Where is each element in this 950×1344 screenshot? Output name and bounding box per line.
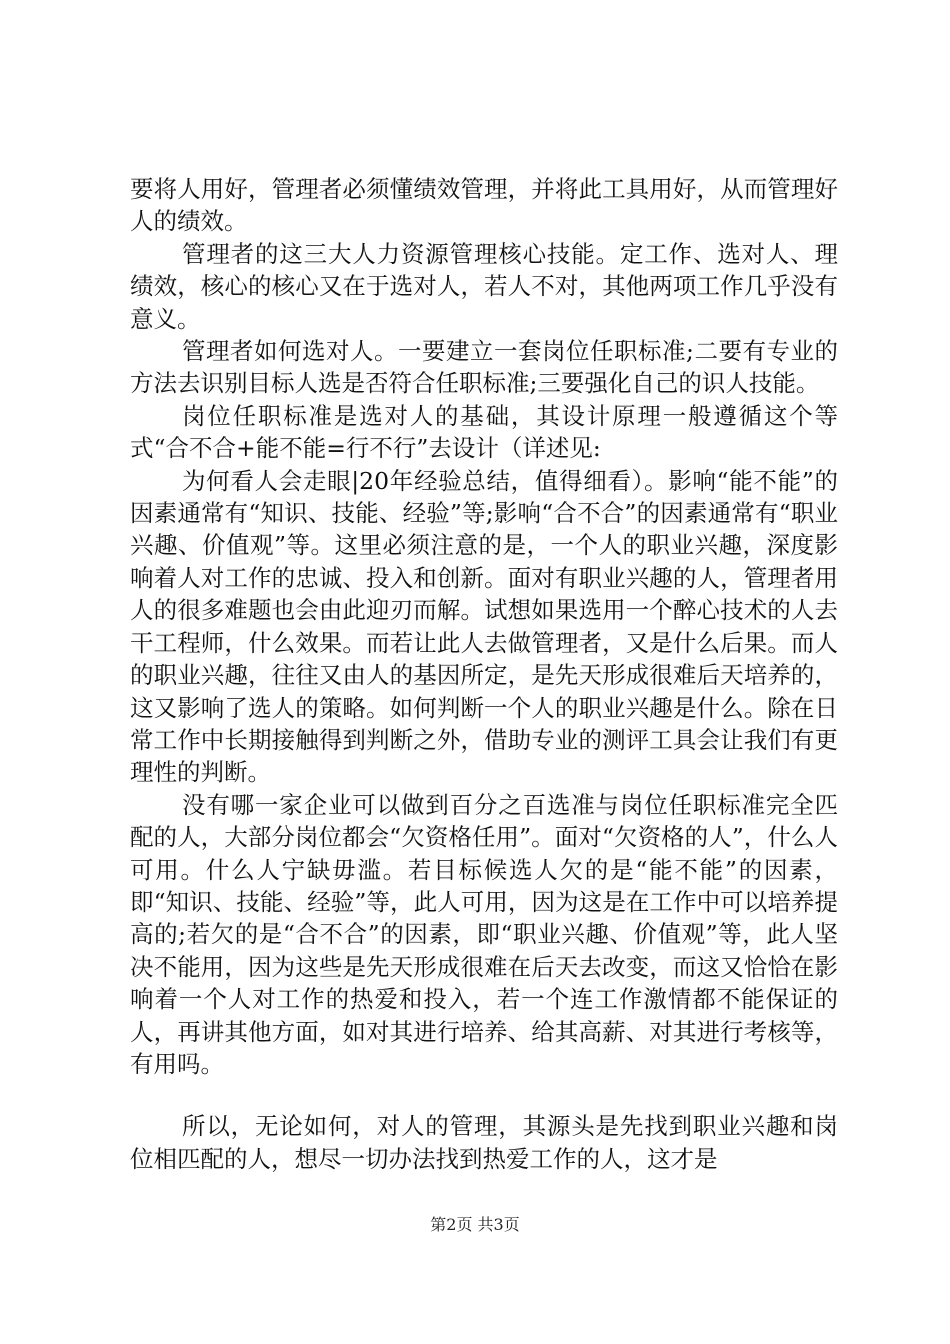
paragraph-5: 为何看人会走眼|20年经验总结，值得细看）。影响“能不能”的因素通常有“知识、技能、经验”等;影响“合不合”的因素通常有“职业兴趣、价值观”等。这里必须注意的是，一个人的职业兴趣，深度影响着人对工作的忠诚、投入和创新。面对有职业兴趣的人，管理者用人的很多难题也会由此迎刃而解。试想如果选用一个醉心技术的人去干工程师，什么效果。而若让此人去做管理者，又是什么后果。而人的职业兴趣，往往又由人的基因所定，是先天形成很难后天培养的，这又影响了选人的策略。如何判断一个人的职业兴趣是什么。除在日常工作中长期接触得到判断之外，借助专业的测评工具会让我们有更理性的判断。 xyxy=(130,466,838,787)
paragraph-1: 要将人用好，管理者必须懂绩效管理，并将此工具用好，从而管理好人的绩效。 xyxy=(130,175,838,236)
paragraph-6: 没有哪一家企业可以做到百分之百选准与岗位任职标准完全匹配的人，大部分岗位都会“欠资格任用”。面对“欠资格的人”，什么人可用。什么人宁缺毋滥。若目标候选人欠的是“能不能”的因素，即“知识、技能、经验”等，此人可用，因为这是在工作中可以培养提高的;若欠的是“合不合”的因素，即“职业兴趣、价值观”等，此人坚决不能用，因为这些是先天形成很难在后天去改变，而这又恰恰在影响着一个人对工作的热爱和投入，若一个连工作激情都不能保证的人，再讲其他方面，如对其进行培养、给其高薪、对其进行考核等，有用吗。 xyxy=(130,790,838,1078)
page-footer xyxy=(0,1215,950,1235)
paragraph-3: 管理者如何选对人。一要建立一套岗位任职标准;二要有专业的方法去识别目标人选是否符合任职标准;三要强化自己的识人技能。 xyxy=(130,337,838,398)
paragraph-7: 所以，无论如何，对人的管理，其源头是先找到职业兴趣和岗位相匹配的人，想尽一切办法找到热爱工作的人，这才是 xyxy=(130,1112,838,1173)
paragraph-2: 管理者的这三大人力资源管理核心技能。定工作、选对人、理绩效，核心的核心又在于选对人，若人不对，其他两项工作几乎没有意义。 xyxy=(130,239,838,333)
page-number-label: 第2页 共3页 xyxy=(430,1215,520,1234)
document-body xyxy=(130,173,838,1175)
paragraph-4: 岗位任职标准是选对人的基础，其设计原理一般遵循这个等式“合不合+能不能=行不行”去设计（详述见: xyxy=(130,401,838,463)
